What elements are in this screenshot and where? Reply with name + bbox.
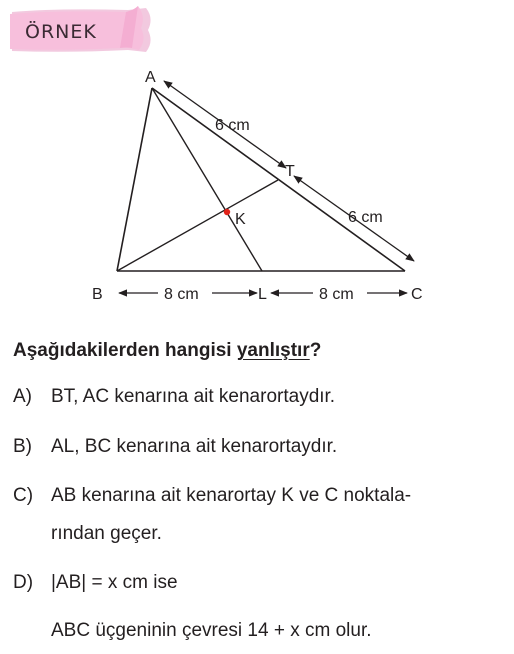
vertex-c-label: C: [411, 286, 423, 303]
length-lc-label: 8 cm: [319, 286, 354, 303]
option-d-letter: D): [13, 572, 34, 593]
median-al: [152, 88, 262, 271]
option-a-text: BT, AC kenarına ait kenarortaydır.: [51, 386, 336, 407]
option-c-text: AB kenarına ait kenarortay K ve C noktala-: [51, 485, 412, 506]
option-b-text: AL, BC kenarına ait kenarortaydır.: [51, 436, 338, 457]
length-tc-label: 6 cm: [348, 209, 383, 226]
point-t-label: T: [285, 163, 295, 180]
length-at-label: 6 cm: [215, 117, 250, 134]
point-l-label: L: [258, 286, 267, 303]
option-c-continuation: rından geçer.: [51, 523, 162, 544]
example-badge: [8, 4, 156, 56]
option-d-text: |AB| = x cm ise: [51, 572, 178, 593]
triangle-figure: [0, 60, 514, 310]
side-ab: [117, 88, 152, 271]
option-d[interactable]: [13, 572, 178, 594]
question-text: [13, 340, 321, 362]
side-ac: [152, 88, 405, 271]
question-suffix: ?: [309, 340, 322, 361]
option-a[interactable]: [13, 386, 335, 408]
option-b[interactable]: [13, 436, 337, 458]
option-c[interactable]: [13, 485, 411, 507]
length-bl-label: 8 cm: [164, 286, 199, 303]
question-emphasis: yanlıştır: [236, 340, 310, 361]
badge-label: ÖRNEK: [25, 21, 97, 43]
vertex-a-label: A: [145, 69, 156, 86]
vertex-b-label: B: [92, 286, 103, 303]
point-k-dot: [224, 209, 230, 215]
option-d-continuation: ABC üçgeninin çevresi 14 + x cm olur.: [51, 620, 372, 641]
question-prefix: Aşağıdakilerden hangisi: [13, 340, 237, 361]
option-c-letter: C): [13, 485, 34, 506]
option-b-letter: B): [13, 436, 32, 457]
point-k-label: K: [235, 211, 246, 228]
option-a-letter: A): [13, 386, 32, 407]
